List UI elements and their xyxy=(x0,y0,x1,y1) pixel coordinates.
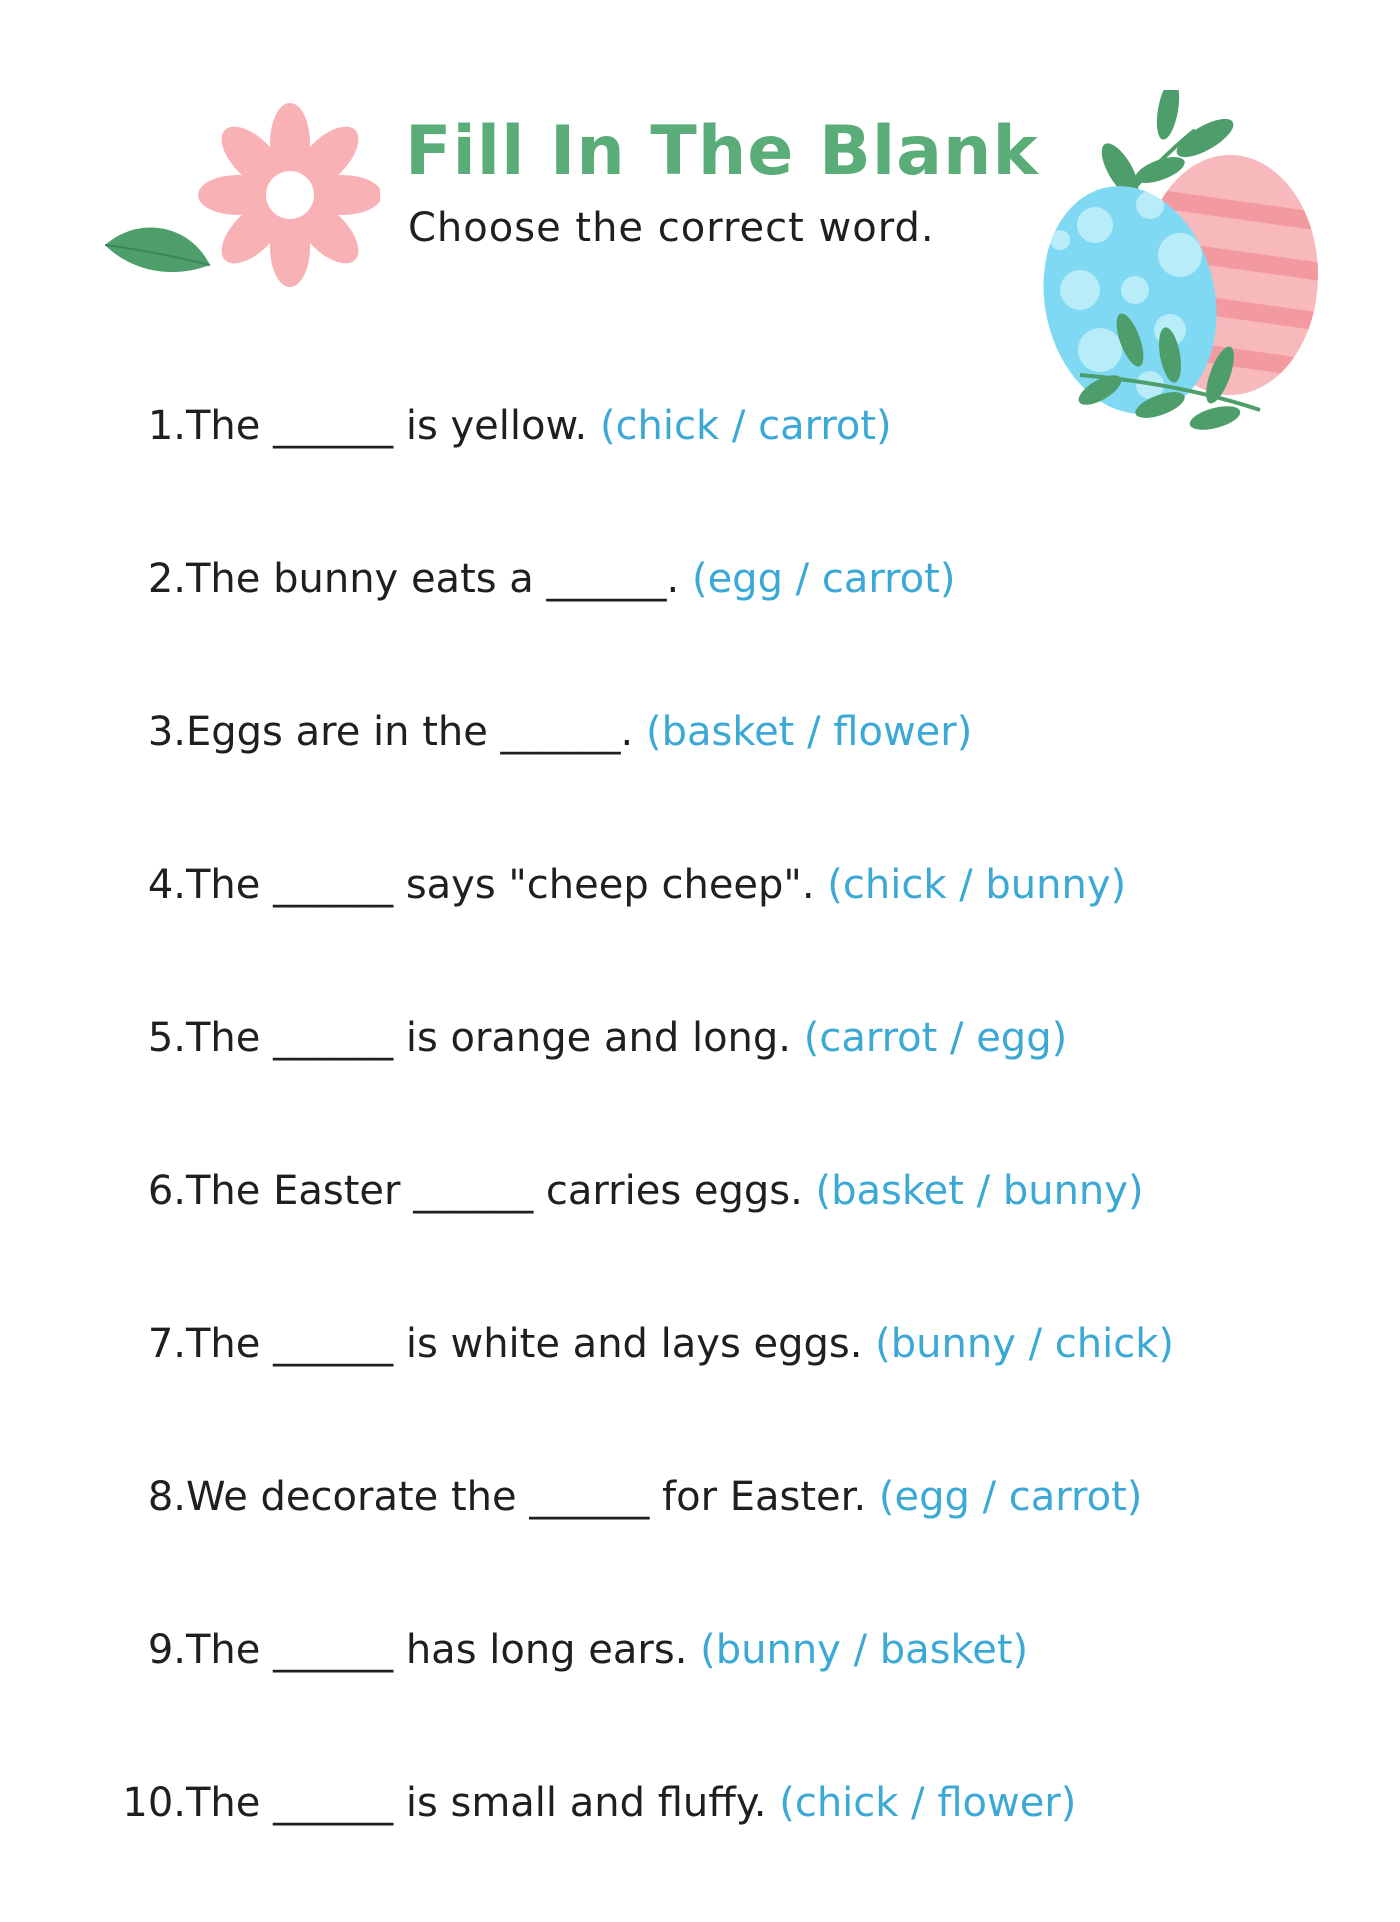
question-number: 10. xyxy=(122,1780,186,1826)
question-options: (chick / carrot) xyxy=(599,403,892,449)
question-options: (basket / flower) xyxy=(645,709,973,755)
question-item xyxy=(0,545,1400,698)
question-item xyxy=(0,1157,1400,1310)
question-number: 7. xyxy=(147,1321,186,1367)
question-text: The ______ is white and lays eggs. xyxy=(186,1321,863,1367)
question-body xyxy=(186,1014,1067,1062)
question-text: The Easter ______ carries eggs. xyxy=(186,1168,803,1214)
question-text: We decorate the ______ for Easter. xyxy=(186,1474,867,1520)
question-options: (bunny / basket) xyxy=(700,1627,1029,1673)
easter-eggs-icon xyxy=(1020,90,1320,440)
question-body xyxy=(186,1320,1174,1368)
question-body xyxy=(186,861,1126,909)
question-options: (egg / carrot) xyxy=(691,556,956,602)
question-item xyxy=(0,698,1400,851)
question-text: The ______ is yellow. xyxy=(186,403,588,449)
question-item xyxy=(0,392,1400,545)
question-text: The ______ says "cheep cheep". xyxy=(186,862,815,908)
question-number: 8. xyxy=(147,1474,186,1520)
question-text: The ______ has long ears. xyxy=(186,1627,688,1673)
question-item xyxy=(0,1769,1400,1922)
question-text: The ______ is orange and long. xyxy=(186,1015,791,1061)
question-options: (egg / carrot) xyxy=(878,1474,1143,1520)
question-item xyxy=(0,851,1400,1004)
question-number: 3. xyxy=(147,709,186,755)
question-item xyxy=(0,1616,1400,1769)
question-options: (carrot / egg) xyxy=(803,1015,1068,1061)
question-item xyxy=(0,1310,1400,1463)
question-number: 1. xyxy=(147,403,186,449)
question-number: 5. xyxy=(147,1015,186,1061)
question-body xyxy=(186,708,972,756)
question-number: 4. xyxy=(147,862,186,908)
question-body xyxy=(186,402,892,450)
question-options: (bunny / chick) xyxy=(875,1321,1175,1367)
question-body xyxy=(186,1779,1076,1827)
page-subtitle: Choose the correct word. xyxy=(408,205,935,251)
question-number: 6. xyxy=(147,1168,186,1214)
flower-icon xyxy=(100,100,380,290)
page-title: Fill In The Blank xyxy=(405,112,1039,191)
question-number: 2. xyxy=(147,556,186,602)
question-text: The bunny eats a ______. xyxy=(186,556,680,602)
question-text: The ______ is small and fluffy. xyxy=(186,1780,767,1826)
question-body xyxy=(186,1167,1144,1215)
question-options: (chick / flower) xyxy=(779,1780,1077,1826)
question-item xyxy=(0,1463,1400,1616)
leaf-icon xyxy=(105,228,210,272)
question-options: (chick / bunny) xyxy=(827,862,1127,908)
question-text: Eggs are in the ______. xyxy=(186,709,634,755)
question-item xyxy=(0,1004,1400,1157)
question-number: 9. xyxy=(147,1627,186,1673)
question-list xyxy=(0,392,1400,1922)
question-options: (basket / bunny) xyxy=(815,1168,1144,1214)
question-body xyxy=(186,1473,1142,1521)
question-body xyxy=(186,555,955,603)
question-body xyxy=(186,1626,1028,1674)
